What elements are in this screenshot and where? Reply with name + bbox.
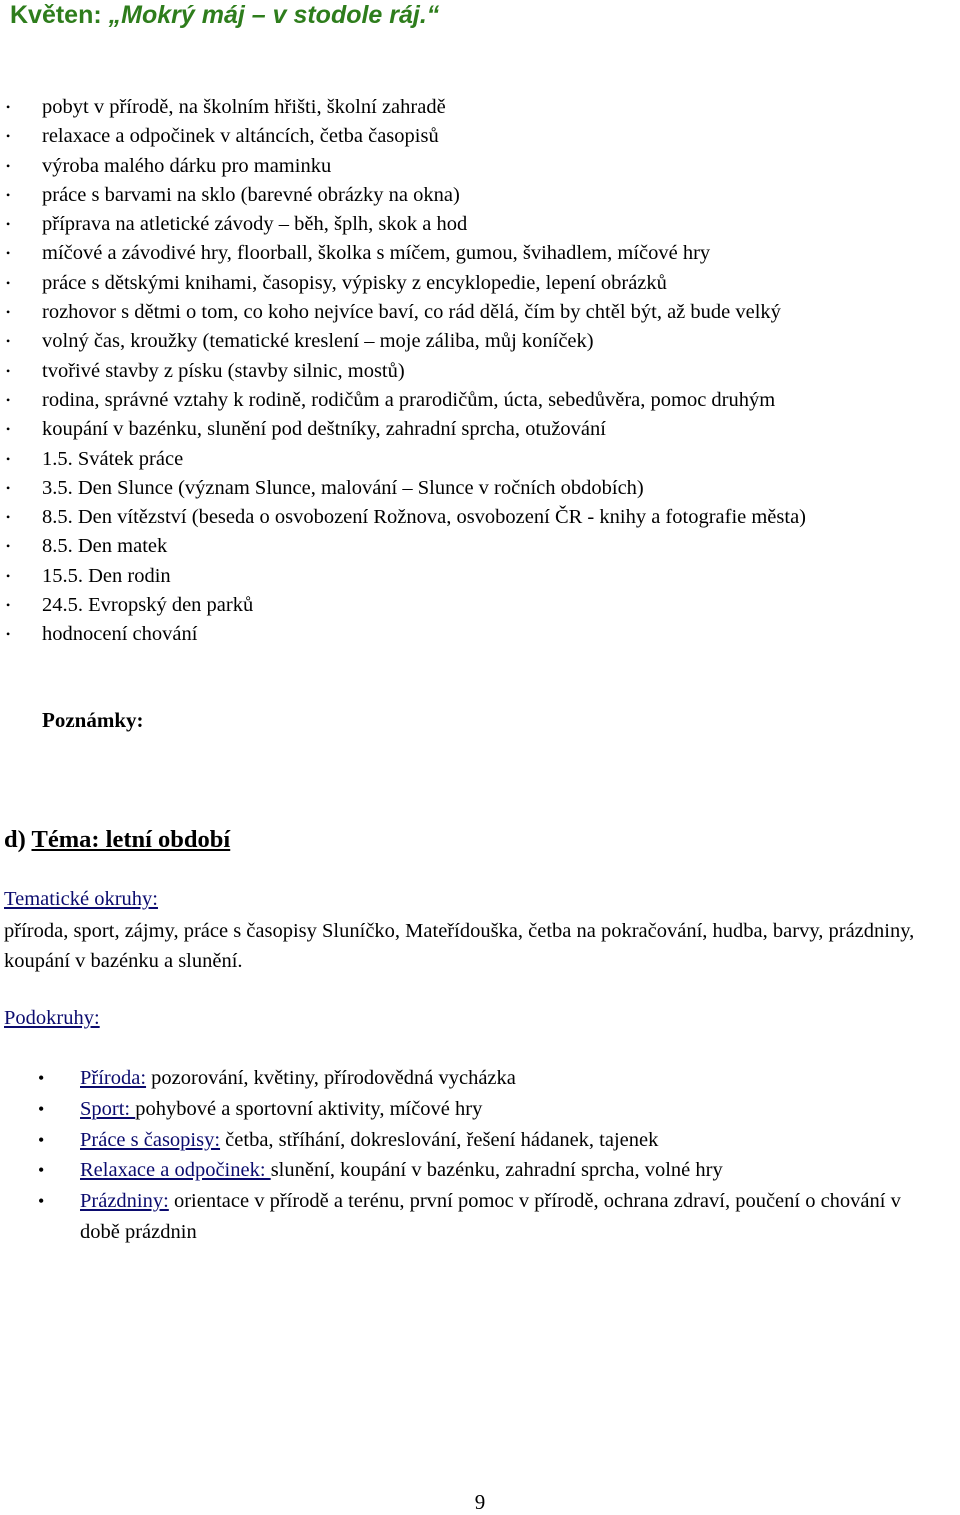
themes-text: příroda, sport, zájmy, práce s časopisy Sluníčko, Mateřídouška, četba na pokračování, hudba, barvy, prázdniny, koupání v bazénku a slunění. xyxy=(4,920,915,972)
bullet-icon: • xyxy=(6,539,11,554)
bullet-icon: • xyxy=(6,363,11,378)
bullet-icon: • xyxy=(6,451,11,466)
activity-text: tvořivé stavby z písku (stavby silnic, mostů) xyxy=(42,359,405,382)
list-item xyxy=(0,591,960,620)
bullet-icon: • xyxy=(6,305,11,320)
bullet-icon: • xyxy=(6,129,11,144)
list-item xyxy=(0,386,960,415)
bullet-icon: • xyxy=(6,422,11,437)
themes-label: Tematické okruhy: xyxy=(4,888,158,910)
list-item xyxy=(0,474,960,503)
bullet-icon: • xyxy=(6,598,11,613)
list-item xyxy=(0,93,960,122)
activity-text: koupání v bazénku, slunění pod deštníky, zahradní sprcha, otužování xyxy=(42,418,606,441)
month-theme-quote: „Mokrý máj – v stodole ráj.“ xyxy=(108,1,440,29)
activity-text: práce s barvami na sklo (barevné obrázky na okna) xyxy=(42,183,460,206)
list-item xyxy=(0,445,960,474)
bullet-icon: • xyxy=(6,627,11,642)
bullet-icon: • xyxy=(6,275,11,290)
bullet-icon: • xyxy=(6,187,11,202)
bullet-icon: • xyxy=(38,1191,45,1212)
bullet-icon: • xyxy=(6,217,11,232)
may-activities-list xyxy=(0,93,960,650)
subtopic-text: pozorování, květiny, přírodovědná vycházka xyxy=(146,1067,516,1089)
activity-text: výroba malého dárku pro maminku xyxy=(42,154,332,177)
activity-text: 15.5. Den rodin xyxy=(42,564,171,587)
activity-text: 8.5. Den vítězství (beseda o osvobození Rožnova, osvobození ČR - knihy a fotografie města) xyxy=(42,506,807,529)
subtopics-list xyxy=(0,1063,960,1248)
list-item xyxy=(0,298,960,327)
bullet-icon: • xyxy=(38,1160,45,1181)
activity-text: 24.5. Evropský den parků xyxy=(42,594,254,617)
list-item xyxy=(0,1063,960,1094)
list-item xyxy=(0,210,960,239)
bullet-icon: • xyxy=(6,158,11,173)
list-item xyxy=(0,239,960,268)
bullet-icon: • xyxy=(6,100,11,114)
list-item xyxy=(0,1094,960,1125)
activity-text: 8.5. Den matek xyxy=(42,535,168,558)
bullet-icon: • xyxy=(38,1068,45,1088)
bullet-icon: • xyxy=(6,510,11,525)
bullet-icon: • xyxy=(6,480,11,495)
activity-text: práce s dětskými knihami, časopisy, výpisky z encyklopedie, lepení obrázků xyxy=(42,271,667,294)
list-item xyxy=(0,532,960,561)
activity-text: volný čas, kroužky (tematické kreslení – moje záliba, můj koníček) xyxy=(42,330,594,353)
list-item xyxy=(0,327,960,356)
bullet-icon: • xyxy=(6,334,11,349)
subtopic-text: slunění, koupání v bazénku, zahradní sprcha, volné hry xyxy=(270,1159,723,1182)
bullet-icon: • xyxy=(6,392,11,407)
subtopic-text: orientace v přírodě a terénu, první pomoc v přírodě, ochrana zdraví, poučení o chování v době prázdnin xyxy=(80,1190,901,1243)
month-label: Květen: xyxy=(10,1,102,29)
list-item xyxy=(0,503,960,532)
list-item xyxy=(0,1186,960,1248)
list-item xyxy=(0,620,960,649)
list-item xyxy=(0,1155,960,1186)
subtopic-label: Prázdniny: xyxy=(80,1190,169,1213)
list-item xyxy=(0,269,960,298)
topic-heading xyxy=(4,824,230,856)
activity-text: příprava na atletické závody – běh, šplh, skok a hod xyxy=(42,213,468,236)
bullet-icon: • xyxy=(6,568,11,583)
activity-text: rodina, správné vztahy k rodině, rodičům a prarodičům, úcta, sebedůvěra, pomoc druhým xyxy=(42,388,776,411)
list-item xyxy=(0,1125,960,1156)
page-number: 9 xyxy=(474,1490,486,1514)
activity-text: hodnocení chování xyxy=(42,623,198,646)
subtopic-label: Sport: xyxy=(80,1097,136,1120)
list-item xyxy=(0,357,960,386)
subtopic-label: Práce s časopisy: xyxy=(80,1128,221,1151)
bullet-icon: • xyxy=(38,1098,45,1119)
activity-text: míčové a závodivé hry, floorball, školka s míčem, gumou, švihadlem, míčové hry xyxy=(42,242,711,265)
list-item xyxy=(0,122,960,151)
list-item xyxy=(0,415,960,444)
activity-text: pobyt v přírodě, na školním hřišti, školní zahradě xyxy=(42,96,446,118)
topic-prefix: d) xyxy=(4,826,26,853)
activity-text: 1.5. Svátek práce xyxy=(42,447,184,470)
topic-title: Téma: letní období xyxy=(31,826,231,853)
notes-label: Poznámky: xyxy=(42,708,144,732)
list-item xyxy=(0,152,960,181)
subtopic-text: pohybové a sportovní aktivity, míčové hry xyxy=(135,1097,483,1120)
bullet-icon: • xyxy=(6,246,11,261)
subtopic-text: četba, stříhání, dokreslování, řešení hádanek, tajenek xyxy=(220,1128,659,1151)
bullet-icon: • xyxy=(38,1129,45,1150)
list-item xyxy=(0,562,960,591)
activity-text: relaxace a odpočinek v altáncích, četba časopisů xyxy=(42,125,439,148)
subtopics-label: Podokruhy: xyxy=(4,1007,100,1029)
activity-text: rozhovor s dětmi o tom, co koho nejvíce baví, co rád dělá, čím by chtěl být, až bude velký xyxy=(42,301,781,324)
subtopic-label: Relaxace a odpočinek: xyxy=(80,1159,271,1182)
list-item xyxy=(0,181,960,210)
subtopic-label: Příroda: xyxy=(80,1067,147,1089)
activity-text: 3.5. Den Slunce (význam Slunce, malování – Slunce v ročních obdobích) xyxy=(42,476,644,499)
month-heading xyxy=(10,0,439,30)
